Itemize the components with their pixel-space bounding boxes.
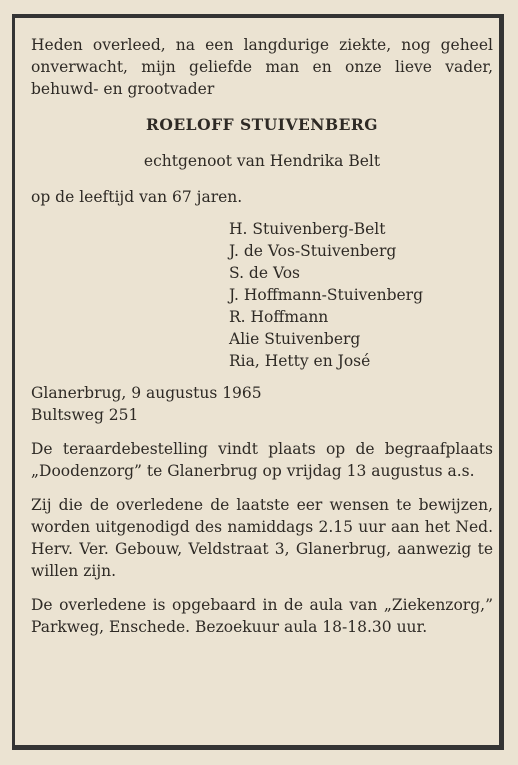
obituary-notice	[31, 34, 493, 638]
funeral-text: De teraardebestelling vindt plaats op de begraafplaats „Doodenzorg” te Glanerbrug op vrijdag 13 augustus a.s.	[31, 440, 493, 480]
deceased-name: ROELOFF STUIVENBERG	[145, 115, 379, 134]
address: Bultsweg 251	[31, 406, 139, 424]
place-date: Glanerbrug, 9 augustus 1965	[31, 384, 262, 402]
viewing-text: De overledene is opgebaard in de aula van „Ziekenzorg,” Parkweg, Enschede. Bezoekuur aula 18-18.30 uur.	[31, 596, 493, 636]
age-line: op de leeftijd van 67 jaren.	[31, 188, 243, 206]
family-member: Ria, Hetty en José	[229, 352, 371, 370]
family-member: J. de Vos-Stuivenberg	[229, 242, 397, 260]
family-member: Alie Stuivenberg	[229, 330, 361, 348]
family-member: J. Hoffmann-Stuivenberg	[229, 286, 423, 304]
family-member: S. de Vos	[229, 264, 300, 282]
spouse-line: echtgenoot van Hendrika Belt	[143, 152, 381, 170]
family-member: R. Hoffmann	[229, 308, 329, 326]
family-list	[31, 218, 493, 372]
condolence-text: Zij die de overledene de laatste eer wensen te bewijzen, worden uitgenodigd des namiddags 2.15 uur aan het Ned. Herv. Ver. Gebouw, Veldstraat 3, Glanerbrug, aanwezig te willen zijn.	[31, 496, 493, 580]
family-member: H. Stuivenberg-Belt	[229, 220, 386, 238]
intro-text: Heden overleed, na een langdurige ziekte, nog geheel onverwacht, mijn geliefde man en onze lieve vader, behuwd- en grootvader	[31, 36, 493, 98]
